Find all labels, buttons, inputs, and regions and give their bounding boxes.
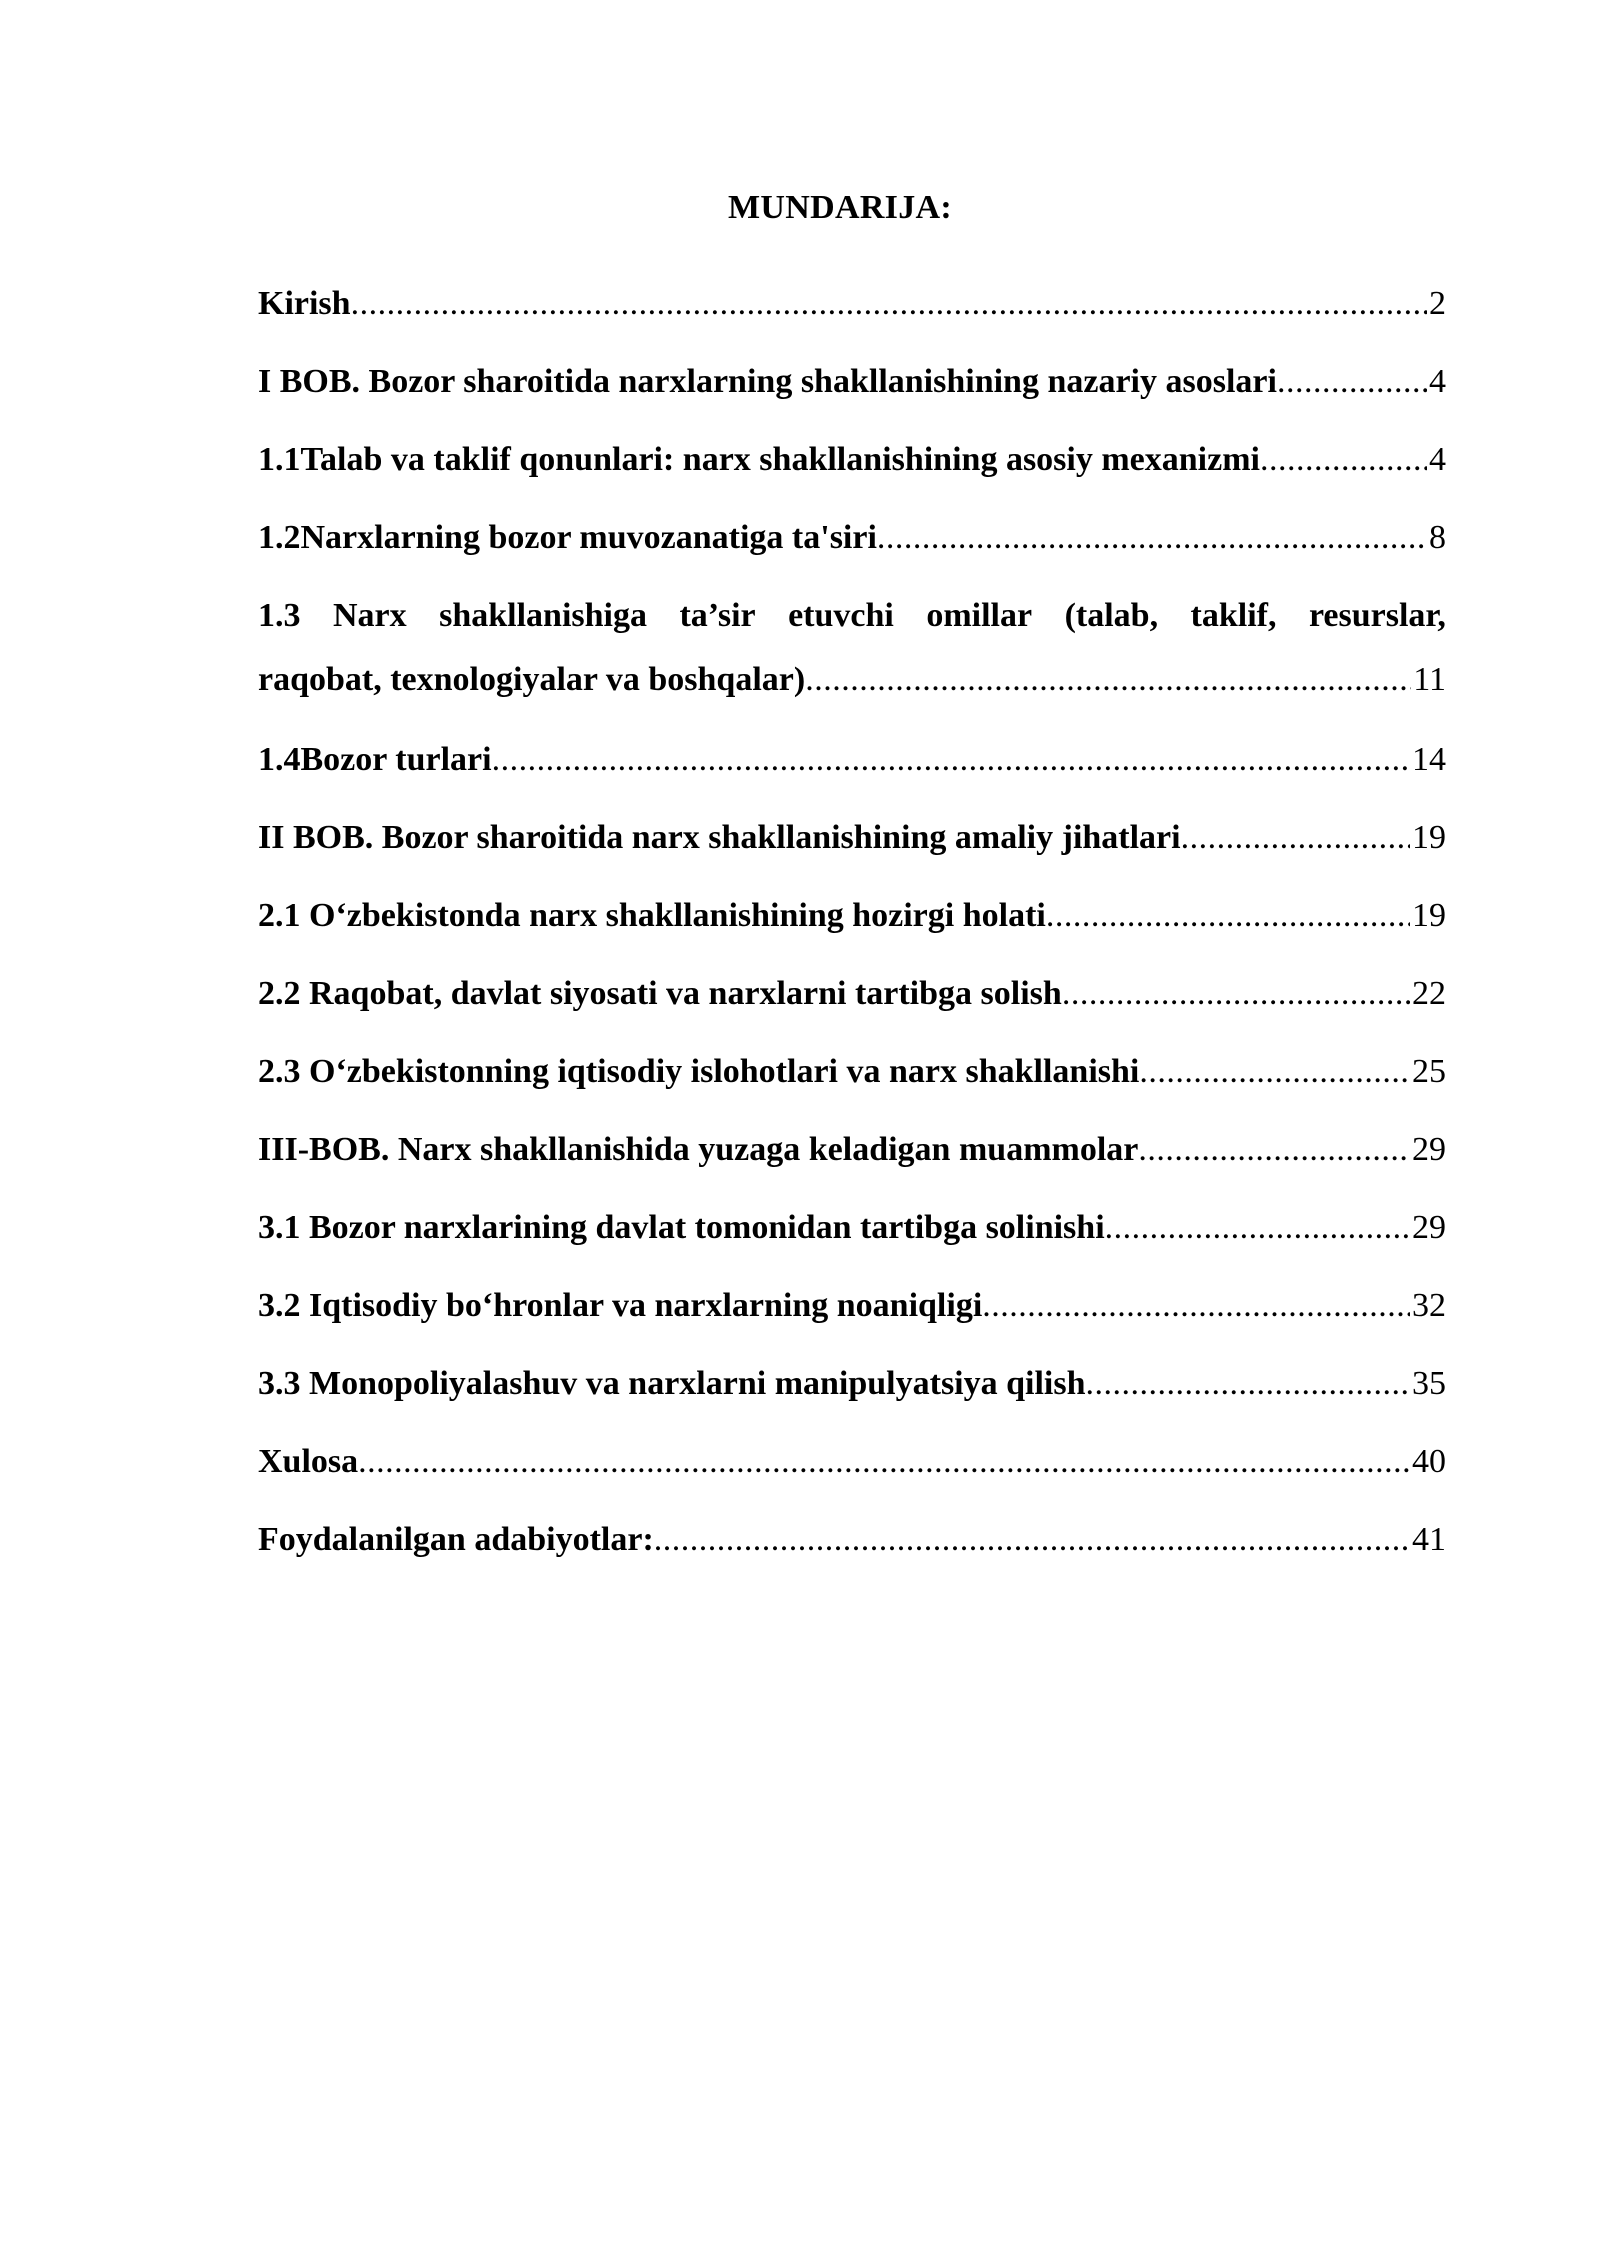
toc-page-number: 4 [1429, 441, 1446, 478]
toc-page-number: 19 [1412, 897, 1446, 934]
toc-entry-title: 2.2 Raqobat, davlat siyosati va narxlarni tartibga solish [258, 975, 1062, 1012]
toc-entry-2-2[interactable] [258, 974, 1446, 1014]
section-number: 1.3 [258, 597, 301, 634]
toc-entry-3-2[interactable] [258, 1286, 1446, 1326]
dot-leader [1105, 1208, 1410, 1248]
toc-page-number: 2 [1429, 285, 1446, 322]
page-title: MUNDARIJA: [728, 189, 952, 226]
toc-word: shakllanishiga [439, 597, 647, 634]
toc-page-number: 11 [1413, 661, 1446, 698]
toc-entry-2-3[interactable] [258, 1052, 1446, 1092]
dot-leader [1277, 362, 1427, 402]
dot-leader [982, 1286, 1410, 1326]
dot-leader [1181, 818, 1410, 858]
dot-leader [351, 284, 1427, 324]
toc-word: resurslar, [1308, 597, 1446, 634]
toc-entry-bibliography[interactable] [258, 1520, 1446, 1560]
dot-leader [1260, 440, 1427, 480]
toc-entry-title: 3.3 Monopoliyalashuv va narxlarni manipulyatsiya qilish [258, 1365, 1086, 1402]
toc-entry-first-line [258, 596, 1446, 636]
toc-word: etuvchi [788, 597, 894, 634]
toc-entry-title: Narxlarning bozor muvozanatiga ta'siri [300, 519, 877, 556]
toc-entry-title: 3.1 Bozor narxlarining davlat tomonidan tartibga solinishi [258, 1209, 1105, 1246]
toc-entry-1-4[interactable] [258, 740, 1446, 780]
toc-page-number: 8 [1429, 519, 1446, 556]
toc-page-number: 22 [1412, 975, 1446, 1012]
section-number: 1.4 [258, 741, 301, 778]
toc-entry-chapter-3[interactable] [258, 1130, 1446, 1170]
toc-entry-title: Talab va taklif qonunlari: narx shakllanishining asosiy mexanizmi [300, 441, 1260, 478]
section-number: 1.1 [258, 441, 301, 478]
toc-entry-2-1[interactable] [258, 896, 1446, 936]
toc-page-number: 41 [1412, 1521, 1446, 1558]
dot-leader [805, 660, 1411, 700]
dot-leader [877, 518, 1427, 558]
toc-entry-xulosa[interactable] [258, 1442, 1446, 1482]
toc-entry-1-2[interactable] [258, 518, 1446, 558]
dot-leader [1086, 1364, 1410, 1404]
toc-page-number: 19 [1412, 819, 1446, 856]
toc-entry-chapter-2[interactable] [258, 818, 1446, 858]
toc-page-number: 4 [1429, 363, 1446, 400]
toc-word: (talab, [1064, 597, 1159, 634]
toc-entry-title: 3.2 Iqtisodiy bo‘hronlar va narxlarning noaniqligi [258, 1287, 983, 1324]
dot-leader [1138, 1130, 1410, 1170]
toc-page-number: 35 [1412, 1365, 1446, 1402]
dot-leader [1139, 1052, 1410, 1092]
toc-page-number: 25 [1412, 1053, 1446, 1090]
toc-entry-title: 2.1 O‘zbekistonda narx shakllanishining hozirgi holati [258, 897, 1046, 934]
toc-entry-3-3[interactable] [258, 1364, 1446, 1404]
dot-leader [1046, 896, 1410, 936]
section-number: 1.2 [258, 519, 301, 556]
toc-page-number: 29 [1412, 1209, 1446, 1246]
toc-entry-chapter-1[interactable] [258, 362, 1446, 402]
toc-word: taklif, [1190, 597, 1277, 634]
toc-entry-title: Kirish [258, 285, 351, 322]
toc-page-number: 14 [1412, 741, 1446, 778]
toc-entry-title: 2.3 O‘zbekistonning iqtisodiy islohotlari va narx shakllanishi [258, 1053, 1140, 1090]
dot-leader [492, 740, 1410, 780]
toc-page-number: 32 [1412, 1287, 1446, 1324]
toc-word: Narx [332, 597, 407, 634]
toc-entry-title: raqobat, texnologiyalar va boshqalar) [258, 661, 806, 698]
toc-entry-1-1[interactable] [258, 440, 1446, 480]
dot-leader [654, 1520, 1410, 1560]
toc-entry-title: Bozor turlari [300, 741, 492, 778]
toc-word: ta’sir [679, 597, 756, 634]
toc-entry-kirish[interactable] [258, 284, 1446, 324]
toc-entry-title: I BOB. Bozor sharoitida narxlarning shakllanishining nazariy asoslari [258, 363, 1277, 400]
dot-leader [1062, 974, 1410, 1014]
toc-entry-3-1[interactable] [258, 1208, 1446, 1248]
toc-entry-title: Foydalanilgan adabiyotlar: [258, 1521, 654, 1558]
toc-entry-title: II BOB. Bozor sharoitida narx shakllanishining amaliy jihatlari [258, 819, 1181, 856]
toc-entry-title: III-BOB. Narx shakllanishida yuzaga keladigan muammolar [258, 1131, 1139, 1168]
toc-page-number: 29 [1412, 1131, 1446, 1168]
dot-leader [358, 1442, 1410, 1482]
toc-word: omillar [926, 597, 1033, 634]
toc-page-number: 40 [1412, 1443, 1446, 1480]
toc-entry-1-3[interactable] [258, 596, 1446, 700]
toc-entry-title: Xulosa [258, 1443, 359, 1480]
